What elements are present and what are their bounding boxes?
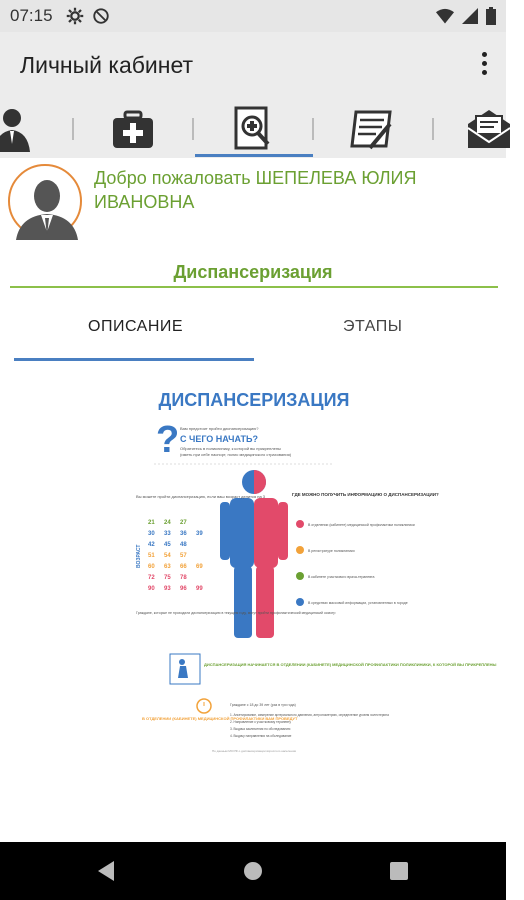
ages-label: ВОЗРАСТ	[136, 544, 142, 568]
q-label: С ЧЕГО НАЧАТЬ?	[180, 434, 258, 444]
q-small-3: (иметь при себе паспорт, полис медицинского страхования)	[180, 452, 292, 457]
left-bottom: Граждане, которые не проходили диспансеризацию в текущем году, могут пройти профилактический медицинский осмотр	[136, 611, 336, 615]
icon-tab-bar	[0, 100, 506, 158]
age-value: 51	[148, 553, 155, 559]
app-title: Личный кабинет	[20, 52, 194, 78]
age-value: 90	[148, 586, 155, 592]
info-item: В кабинете участкового врача-терапевта	[308, 575, 375, 579]
bottom-list-item: 3. Выдача заключения по обследованию	[230, 727, 291, 731]
person-icon[interactable]	[0, 104, 50, 154]
age-value: 21	[148, 520, 155, 526]
info-bullet-icon	[296, 520, 304, 528]
status-time: 07:15	[10, 6, 53, 25]
info-bullet-icon	[296, 598, 304, 606]
bottom-right-list	[230, 713, 389, 738]
overflow-menu-icon[interactable]	[476, 52, 492, 80]
medical-case-icon[interactable]	[108, 104, 168, 154]
age-value: 33	[164, 531, 171, 537]
prescription-icon[interactable]	[346, 104, 406, 154]
ages-grid	[148, 520, 203, 592]
age-value: 39	[196, 531, 203, 537]
infographic-title: ДИСПАНСЕРИЗАЦИЯ	[158, 390, 350, 410]
tab-stages[interactable]: ЭТАПЫ	[343, 318, 403, 335]
info-item: В отделении (кабинете) медицинской профилактики поликлиники	[308, 523, 415, 527]
age-value: 69	[196, 564, 203, 570]
tab-separator	[432, 118, 434, 140]
bottom-list-item: 4. Выдачу направления на обследование	[230, 734, 292, 738]
right-info-list	[296, 520, 415, 606]
tab-separator	[72, 118, 74, 140]
signal-icon	[462, 8, 478, 24]
battery-icon	[486, 7, 496, 25]
age-value: 54	[164, 553, 171, 559]
wifi-icon	[436, 8, 454, 24]
age-value: 93	[164, 586, 171, 592]
data-saver-icon	[92, 7, 110, 25]
section-title: Диспансеризация	[173, 262, 333, 282]
info-bullet-icon	[296, 546, 304, 554]
age-value: 75	[164, 575, 171, 581]
recents-icon[interactable]	[390, 862, 408, 880]
tab-indicator	[195, 154, 313, 157]
age-value: 57	[180, 553, 187, 559]
age-value: 48	[180, 542, 187, 548]
bottom-left: В ОТДЕЛЕНИИ (КАБИНЕТЕ) МЕДИЦИНСКОЙ ПРОФИЛАКТИКИ ВАМ ПРОВЕДУТ	[142, 716, 298, 721]
age-value: 63	[164, 564, 171, 570]
tab-separator	[192, 118, 194, 140]
question-mark-icon: ?	[156, 419, 180, 461]
age-value: 24	[164, 520, 171, 526]
left-intro: Вы можете пройти диспансеризацию, если ваш возраст делится на 3	[136, 494, 266, 499]
age-value: 99	[196, 586, 203, 592]
info-bullet-icon	[296, 572, 304, 580]
footer: По данным МЗ РФ о диспансеризации взрослого населения	[211, 749, 297, 753]
status-bar	[0, 0, 506, 32]
welcome-text: Добро пожаловать ШЕПЕЛЕВА ЮЛИЯ ИВАНОВНА	[94, 168, 417, 212]
home-icon[interactable]	[243, 861, 263, 881]
q-small-2: Обратитесь в поликлинику, к которой вы прикреплены	[180, 446, 281, 451]
tab-description[interactable]: ОПИСАНИЕ	[88, 318, 184, 335]
avatar	[8, 164, 82, 238]
age-value: 72	[148, 575, 155, 581]
system-nav-bar	[0, 842, 506, 900]
infographic-image	[134, 378, 497, 758]
info-item: В средствах массовой информации, установленных в городе	[308, 601, 408, 605]
age-value: 96	[180, 586, 187, 592]
age-value: 36	[180, 531, 187, 537]
age-value: 78	[180, 575, 187, 581]
subtab-indicator	[14, 358, 254, 361]
medical-doc-icon[interactable]	[228, 104, 288, 154]
app-bar	[0, 32, 506, 100]
age-value: 66	[180, 564, 187, 570]
back-icon[interactable]	[96, 860, 116, 882]
bottom-list-item: 1. Анкетирование, измерение артериального давления, антропометрию, определение уровня холестерина	[230, 713, 389, 717]
age-value: 30	[148, 531, 155, 537]
age-value: 27	[180, 520, 187, 526]
age-value: 42	[148, 542, 155, 548]
right-title: ГДЕ МОЖНО ПОЛУЧИТЬ ИНФОРМАЦИЮ О ДИСПАНСЕРИЗАЦИИ?	[292, 492, 439, 497]
bottom-right-title: Граждане с 18 до 39 лет (раз в три года)	[230, 703, 296, 707]
mail-icon[interactable]	[464, 104, 524, 154]
bottom-list-item: 2. Направление к участковому терапевту	[230, 720, 291, 724]
settings-icon	[66, 7, 84, 25]
q-small-1: Вам предстоит пройти диспансеризацию?	[180, 426, 259, 431]
age-value: 60	[148, 564, 155, 570]
info-item: В регистратуре поликлиники	[308, 549, 355, 553]
age-value: 45	[164, 542, 171, 548]
start-text: ДИСПАНСЕРИЗАЦИЯ НАЧИНАЕТСЯ В ОТДЕЛЕНИИ (КАБИНЕТЕ) МЕДИЦИНСКОЙ ПРОФИЛАКТИКИ ПОЛИКЛИНИКИ, К КОТОРОЙ ВЫ ПРИКРЕПЛЕНЫ	[204, 662, 497, 667]
tab-separator	[312, 118, 314, 140]
section-divider	[10, 286, 498, 288]
